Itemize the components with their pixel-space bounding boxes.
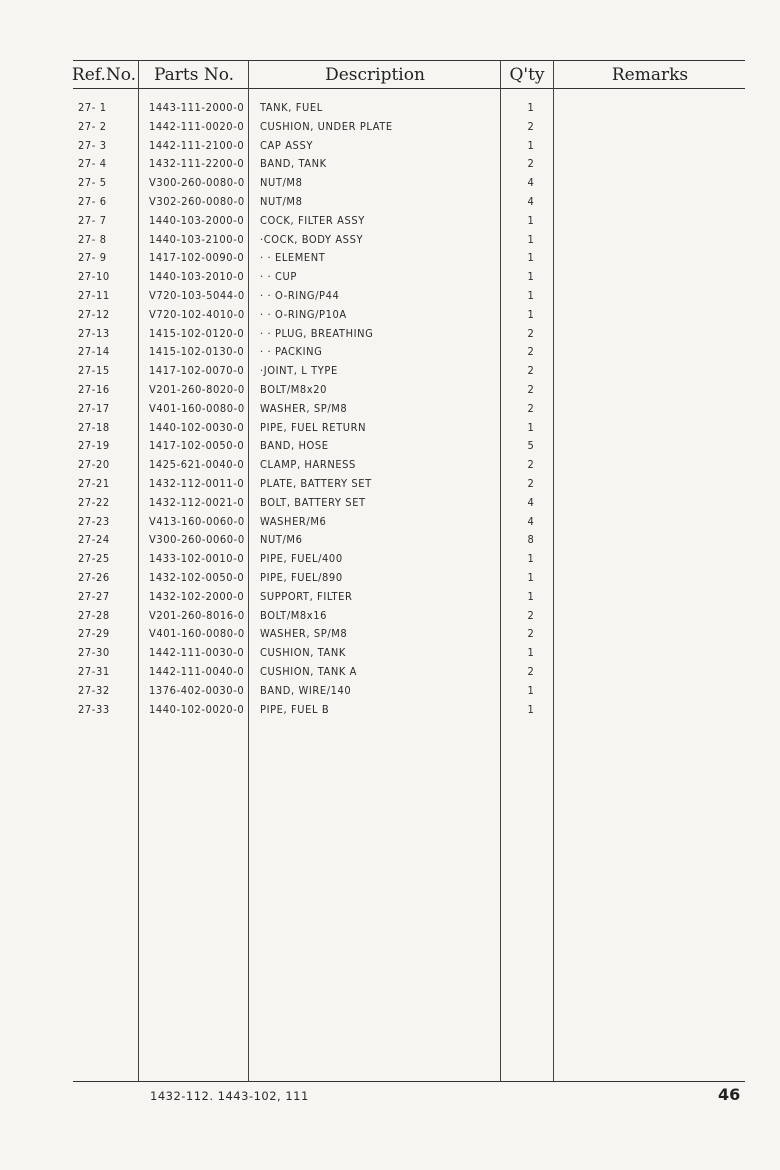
table-row bbox=[0, 362, 780, 381]
quantity: 2 bbox=[527, 157, 535, 171]
part-number: 1432-112-0011-0 bbox=[149, 476, 245, 490]
table-row bbox=[0, 531, 780, 550]
quantity: 1 bbox=[527, 251, 535, 265]
quantity: 2 bbox=[527, 476, 535, 490]
part-number: 1440-103-2010-0 bbox=[149, 270, 245, 284]
table-row bbox=[0, 400, 780, 419]
quantity: 1 bbox=[527, 570, 535, 584]
ref-number: 27-18 bbox=[78, 420, 110, 434]
part-number: V720-103-5044-0 bbox=[149, 288, 245, 302]
ref-number: 27- 7 bbox=[78, 213, 107, 227]
part-description: · · CUP bbox=[260, 270, 297, 284]
ref-number: 27-12 bbox=[78, 307, 110, 321]
part-number: V300-260-0080-0 bbox=[149, 176, 245, 190]
ref-number: 27-17 bbox=[78, 401, 110, 415]
ref-number: 27-19 bbox=[78, 439, 110, 453]
part-description: BOLT, BATTERY SET bbox=[260, 495, 366, 509]
part-number: 1442-111-2100-0 bbox=[149, 138, 245, 152]
part-number: 1432-102-2000-0 bbox=[149, 589, 245, 603]
part-number: 1442-111-0040-0 bbox=[149, 664, 245, 678]
part-description: WASHER, SP/M8 bbox=[260, 401, 348, 415]
quantity: 1 bbox=[527, 683, 535, 697]
header-qty: Q'ty bbox=[509, 65, 545, 85]
part-description: PIPE, FUEL/400 bbox=[260, 552, 343, 566]
ref-number: 27- 6 bbox=[78, 194, 107, 208]
part-number: 1433-102-0010-0 bbox=[149, 552, 245, 566]
ref-number: 27-27 bbox=[78, 589, 110, 603]
table-row bbox=[0, 494, 780, 513]
ref-number: 27-26 bbox=[78, 570, 110, 584]
table-row bbox=[0, 513, 780, 532]
table-row bbox=[0, 475, 780, 494]
quantity: 1 bbox=[527, 138, 535, 152]
ref-number: 27-24 bbox=[78, 533, 110, 547]
ref-number: 27-23 bbox=[78, 514, 110, 528]
table-row bbox=[0, 287, 780, 306]
part-description: BOLT/M8x20 bbox=[260, 382, 328, 396]
table-row bbox=[0, 99, 780, 118]
quantity: 1 bbox=[527, 213, 535, 227]
part-description: ·JOINT, L TYPE bbox=[260, 364, 338, 378]
ref-number: 27-16 bbox=[78, 382, 110, 396]
part-description: CUSHION, UNDER PLATE bbox=[260, 119, 393, 133]
parts-table-body bbox=[0, 99, 780, 719]
table-row bbox=[0, 701, 780, 720]
part-description: BAND, WIRE/140 bbox=[260, 683, 352, 697]
part-description: NUT/M8 bbox=[260, 194, 303, 208]
part-description: WASHER/M6 bbox=[260, 514, 327, 528]
part-number: 1440-103-2100-0 bbox=[149, 232, 245, 246]
ref-number: 27- 2 bbox=[78, 119, 107, 133]
part-number: 1442-111-0030-0 bbox=[149, 646, 245, 660]
part-number: 1425-621-0040-0 bbox=[149, 458, 245, 472]
ref-number: 27-33 bbox=[78, 702, 110, 716]
quantity: 8 bbox=[527, 533, 535, 547]
quantity: 2 bbox=[527, 364, 535, 378]
part-description: · · O-RING/P44 bbox=[260, 288, 340, 302]
ref-number: 27-11 bbox=[78, 288, 110, 302]
bottom-rule bbox=[73, 1081, 745, 1082]
table-row bbox=[0, 550, 780, 569]
part-number: 1440-103-2000-0 bbox=[149, 213, 245, 227]
part-description: COCK, FILTER ASSY bbox=[260, 213, 365, 227]
table-row bbox=[0, 268, 780, 287]
footer-model-codes: 1432-112. 1443-102, 111 bbox=[150, 1089, 309, 1103]
page-number: 46 bbox=[718, 1085, 741, 1104]
part-description: PLATE, BATTERY SET bbox=[260, 476, 372, 490]
quantity: 1 bbox=[527, 288, 535, 302]
part-number: 1432-111-2200-0 bbox=[149, 157, 245, 171]
part-number: 1417-102-0070-0 bbox=[149, 364, 245, 378]
part-number: 1442-111-0020-0 bbox=[149, 119, 245, 133]
quantity: 2 bbox=[527, 382, 535, 396]
part-description: ·COCK, BODY ASSY bbox=[260, 232, 364, 246]
table-row bbox=[0, 419, 780, 438]
quantity: 1 bbox=[527, 589, 535, 603]
quantity: 4 bbox=[527, 176, 535, 190]
table-row bbox=[0, 343, 780, 362]
quantity: 1 bbox=[527, 101, 535, 114]
ref-number: 27-29 bbox=[78, 627, 110, 641]
quantity: 2 bbox=[527, 664, 535, 678]
part-description: PIPE, FUEL RETURN bbox=[260, 420, 367, 434]
part-description: CLAMP, HARNESS bbox=[260, 458, 356, 472]
header-remarks: Remarks bbox=[611, 65, 689, 85]
table-row bbox=[0, 625, 780, 644]
part-number: V401-160-0080-0 bbox=[149, 627, 245, 641]
ref-number: 27-28 bbox=[78, 608, 110, 622]
part-description: BAND, TANK bbox=[260, 157, 327, 171]
part-description: · · PACKING bbox=[260, 345, 323, 359]
part-number: V413-160-0060-0 bbox=[149, 514, 245, 528]
header-description: Description bbox=[325, 65, 425, 85]
part-number: 1376-402-0030-0 bbox=[149, 683, 245, 697]
quantity: 1 bbox=[527, 646, 535, 660]
ref-number: 27-10 bbox=[78, 270, 110, 284]
quantity: 1 bbox=[527, 307, 535, 321]
part-description: · · O-RING/P10A bbox=[260, 307, 347, 321]
part-number: V401-160-0080-0 bbox=[149, 401, 245, 415]
quantity: 2 bbox=[527, 458, 535, 472]
part-description: TANK, FUEL bbox=[260, 101, 323, 114]
table-row bbox=[0, 193, 780, 212]
part-description: CUSHION, TANK A bbox=[260, 664, 358, 678]
quantity: 2 bbox=[527, 119, 535, 133]
quantity: 1 bbox=[527, 702, 535, 716]
part-description: NUT/M6 bbox=[260, 533, 303, 547]
quantity: 5 bbox=[527, 439, 535, 453]
part-description: SUPPORT, FILTER bbox=[260, 589, 353, 603]
quantity: 1 bbox=[527, 270, 535, 284]
part-number: V720-102-4010-0 bbox=[149, 307, 245, 321]
ref-number: 27-20 bbox=[78, 458, 110, 472]
ref-number: 27-30 bbox=[78, 646, 110, 660]
part-number: 1440-102-0030-0 bbox=[149, 420, 245, 434]
part-description: BOLT/M8x16 bbox=[260, 608, 328, 622]
table-row bbox=[0, 137, 780, 156]
part-number: V201-260-8016-0 bbox=[149, 608, 245, 622]
header-rule bbox=[73, 88, 745, 89]
table-row bbox=[0, 231, 780, 250]
ref-number: 27-13 bbox=[78, 326, 110, 340]
ref-number: 27- 8 bbox=[78, 232, 107, 246]
ref-number: 27-21 bbox=[78, 476, 110, 490]
ref-number: 27- 9 bbox=[78, 251, 107, 265]
part-number: 1415-102-0120-0 bbox=[149, 326, 245, 340]
part-number: V300-260-0060-0 bbox=[149, 533, 245, 547]
table-row bbox=[0, 249, 780, 268]
ref-number: 27-32 bbox=[78, 683, 110, 697]
ref-number: 27-15 bbox=[78, 364, 110, 378]
quantity: 4 bbox=[527, 495, 535, 509]
ref-number: 27- 5 bbox=[78, 176, 107, 190]
table-row bbox=[0, 682, 780, 701]
quantity: 4 bbox=[527, 514, 535, 528]
table-row bbox=[0, 663, 780, 682]
table-row bbox=[0, 644, 780, 663]
quantity: 1 bbox=[527, 232, 535, 246]
part-number: V201-260-8020-0 bbox=[149, 382, 245, 396]
table-row bbox=[0, 607, 780, 626]
part-description: NUT/M8 bbox=[260, 176, 303, 190]
part-description: PIPE, FUEL B bbox=[260, 702, 330, 716]
table-row bbox=[0, 437, 780, 456]
part-description: · · ELEMENT bbox=[260, 251, 326, 265]
part-description: WASHER, SP/M8 bbox=[260, 627, 348, 641]
ref-number: 27-22 bbox=[78, 495, 110, 509]
table-row bbox=[0, 588, 780, 607]
part-number: 1415-102-0130-0 bbox=[149, 345, 245, 359]
quantity: 2 bbox=[527, 627, 535, 641]
part-number: 1417-102-0090-0 bbox=[149, 251, 245, 265]
table-row bbox=[0, 174, 780, 193]
part-number: V302-260-0080-0 bbox=[149, 194, 245, 208]
part-description: PIPE, FUEL/890 bbox=[260, 570, 343, 584]
table-row bbox=[0, 325, 780, 344]
ref-number: 27- 4 bbox=[78, 157, 107, 171]
quantity: 1 bbox=[527, 552, 535, 566]
table-row bbox=[0, 381, 780, 400]
table-row bbox=[0, 456, 780, 475]
top-rule bbox=[73, 60, 745, 61]
part-number: 1432-102-0050-0 bbox=[149, 570, 245, 584]
table-row bbox=[0, 212, 780, 231]
table-row bbox=[0, 306, 780, 325]
header-ref-no: Ref.No. bbox=[71, 65, 137, 85]
quantity: 2 bbox=[527, 326, 535, 340]
ref-number: 27- 1 bbox=[78, 101, 107, 114]
table-row bbox=[0, 569, 780, 588]
header-parts-no: Parts No. bbox=[153, 65, 235, 85]
quantity: 2 bbox=[527, 345, 535, 359]
part-number: 1417-102-0050-0 bbox=[149, 439, 245, 453]
quantity: 1 bbox=[527, 420, 535, 434]
part-description: CUSHION, TANK bbox=[260, 646, 346, 660]
ref-number: 27- 3 bbox=[78, 138, 107, 152]
part-description: · · PLUG, BREATHING bbox=[260, 326, 374, 340]
ref-number: 27-31 bbox=[78, 664, 110, 678]
quantity: 4 bbox=[527, 194, 535, 208]
ref-number: 27-14 bbox=[78, 345, 110, 359]
part-description: CAP ASSY bbox=[260, 138, 313, 152]
table-row bbox=[0, 155, 780, 174]
table-row bbox=[0, 118, 780, 137]
part-description: BAND, HOSE bbox=[260, 439, 329, 453]
quantity: 2 bbox=[527, 608, 535, 622]
ref-number: 27-25 bbox=[78, 552, 110, 566]
part-number: 1440-102-0020-0 bbox=[149, 702, 245, 716]
part-number: 1443-111-2000-0 bbox=[149, 101, 245, 114]
part-number: 1432-112-0021-0 bbox=[149, 495, 245, 509]
quantity: 2 bbox=[527, 401, 535, 415]
